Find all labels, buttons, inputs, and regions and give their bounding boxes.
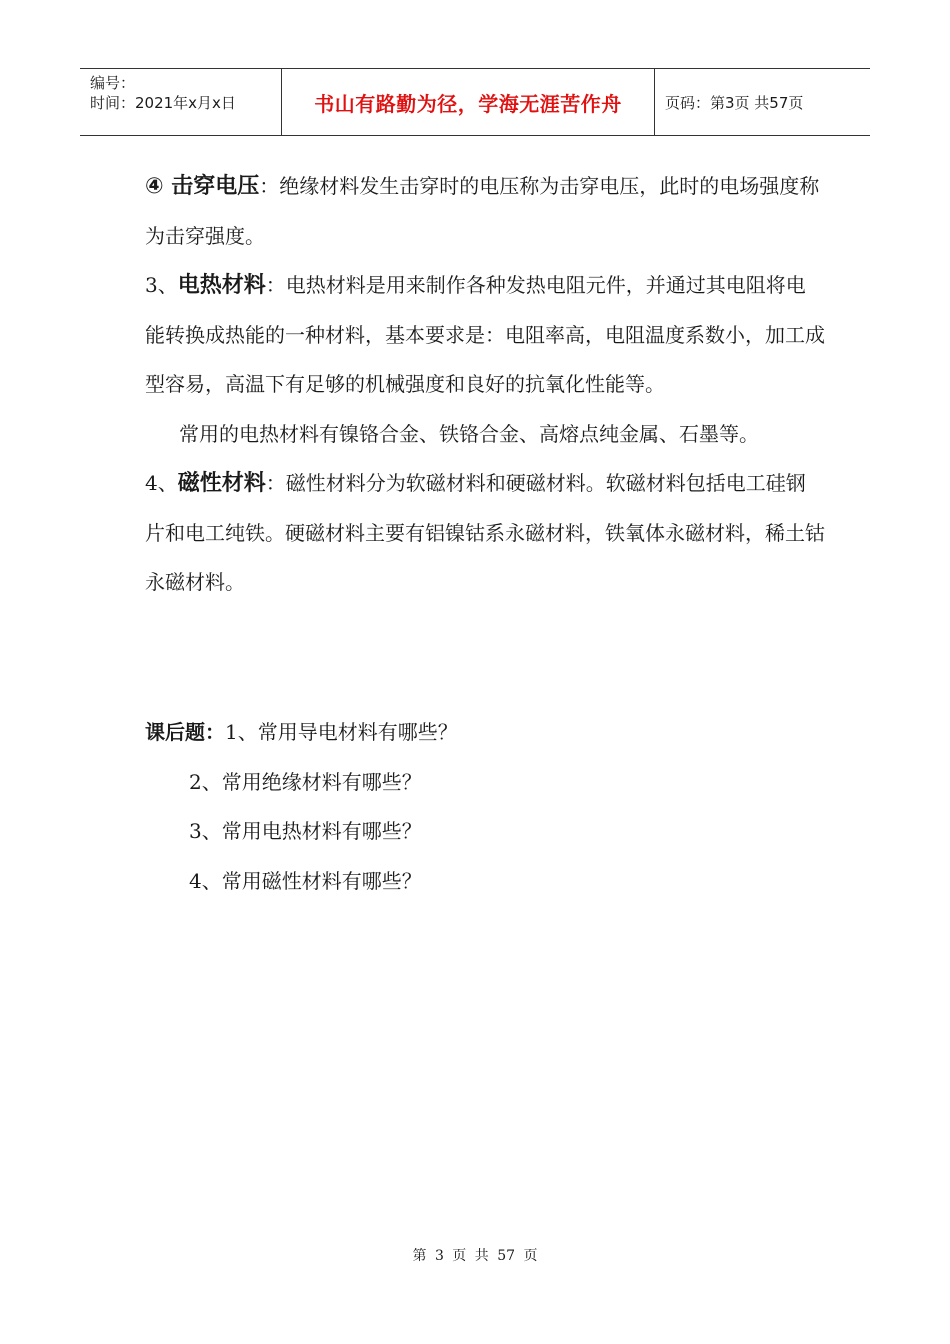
header-number-label: 编号： [90, 74, 136, 92]
paragraph-text: ：绝缘材料发生击穿时的电压称为击穿电压，此时的电场强度称为击穿强度。 [145, 174, 820, 248]
term-electrothermal-materials: 电热材料 [177, 273, 266, 298]
question-1: 1、常用导电材料有哪些？ [225, 720, 458, 744]
header-motto: 书山有路勤为径，学海无涯苦作舟 [282, 69, 655, 135]
header-meta [80, 69, 282, 135]
review-questions [145, 708, 458, 906]
question-3: 3、常用电热材料有哪些？ [189, 819, 422, 843]
document-body [145, 162, 825, 608]
question-1-line [145, 708, 458, 758]
header-page-info: 页码：第3页 共57页 [665, 93, 804, 112]
term-breakdown-voltage: ④ 击穿电压 [145, 174, 260, 199]
question-4: 4、常用磁性材料有哪些？ [189, 868, 422, 893]
paragraph-breakdown-voltage [145, 162, 825, 261]
section-number: 3、 [145, 273, 178, 297]
question-2: 2、常用绝缘材料有哪些？ [189, 769, 422, 794]
page-footer: 第 3 页 共 57 页 [412, 1248, 538, 1264]
paragraph-electrothermal-materials [145, 261, 825, 410]
paragraph-text: ：磁性材料分为软磁材料和硬磁材料。软磁材料包括电工硅钢片和电工纯铁。硬磁材料主要有铝镍钴系永磁材料，铁氧体永磁材料，稀土钴永磁材料。 [145, 471, 825, 594]
header-time-label: 时间：2021年x月x日 [90, 94, 236, 112]
paragraph-text: ：电热材料是用来制作各种发热电阻元件，并通过其电阻将电能转换成热能的一种材料，基本要求是：电阻率高，电阻温度系数小，加工成型容易，高温下有足够的机械强度和良好的抗氧化性能等。 [145, 273, 825, 396]
term-magnetic-materials: 磁性材料 [177, 471, 266, 496]
paragraph-common-electrothermal: 常用的电热材料有镍铬合金、铁铬合金、高熔点纯金属、石墨等。 [179, 421, 759, 446]
questions-label: 课后题： [145, 720, 225, 744]
page-header [80, 68, 870, 136]
section-number: 4、 [145, 471, 178, 495]
paragraph-magnetic-materials [145, 459, 825, 608]
